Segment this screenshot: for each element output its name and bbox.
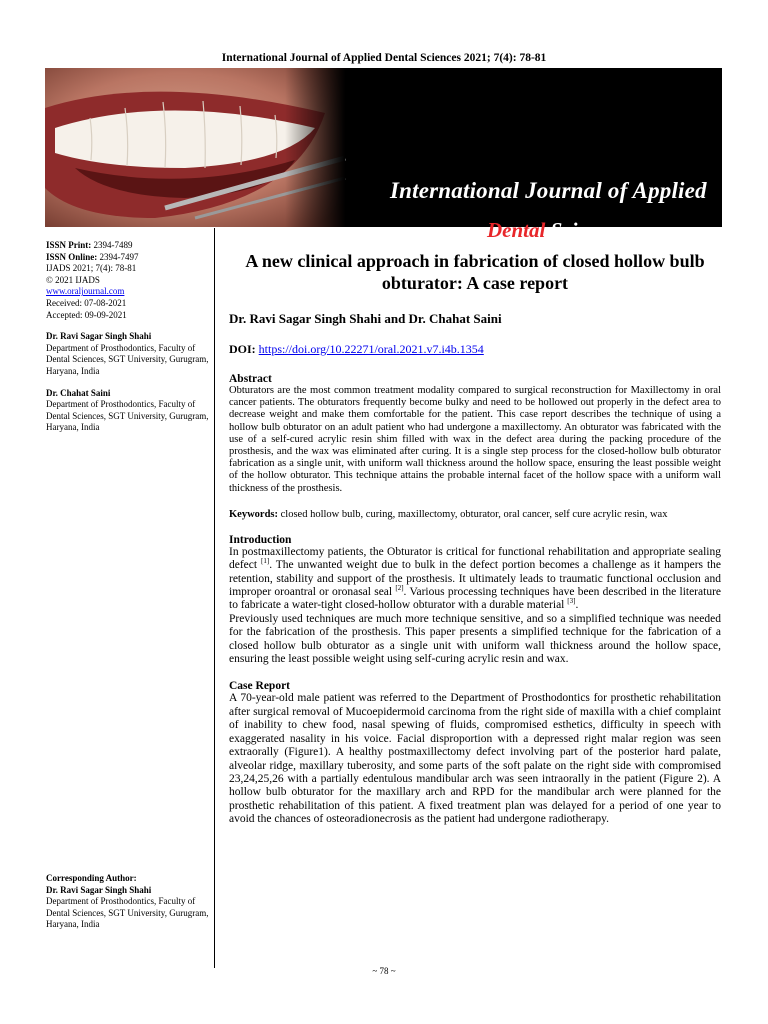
- author-affiliation: Department of Prosthodontics, Faculty of Dental Sciences, SGT University, Gurugram, Haryana, India: [46, 399, 209, 433]
- article-body: [229, 250, 721, 827]
- author-name: Dr. Ravi Sagar Singh Shahi: [46, 331, 152, 342]
- abstract-text: Obturators are the most common treatment modality compared to surgical reconstruction for Maxillectomy in oral cancer patients. The obturators frequently become bulky and need to be hollowed out properly in the defect area to decrease weight and make them comfortable for the patient. This case report describes the technique of using a hollow bulb obturator on an adult patient who had undergone a maxillectomy. An obturator was fabricated with the use of a self-cured acrylic resin shim filled with wax in the defect area during the packing procedure of the prosthesis, and the wax was eliminated after curing. It is a single step process for the closed-hollow bulb obturator fabrication as a single unit, with uniform wall thickness around the hollow space, ensuring the least possible weight of the hollow obturator. This technique attains the probable internal facet of the hollow space with a uniform wall thickness of the prosthesis.: [229, 385, 721, 494]
- corresponding-affiliation: Department of Prosthodontics, Faculty of Dental Sciences, SGT University, Gurugram, Haryana, India: [46, 896, 209, 930]
- page-number: ~ 78 ~: [372, 966, 396, 976]
- introduction-paragraph-2: Previously used techniques are much more technique sensitive, and so a simplified technique was needed for the fabrication of the prosthesis. This paper presents a simplified technique for the fabrication of a closed hollow bulb obturator as a single unit with uniform wall thickness around the hollow space, ensuring the least possible weight using self-curing acrylic resin and wax.: [229, 612, 721, 666]
- keywords: [229, 509, 721, 520]
- column-divider: [214, 228, 215, 968]
- corresponding-author: [46, 873, 211, 931]
- journal-citation: IJADS 2021; 7(4): 78-81: [46, 263, 137, 274]
- journal-title-line2: [487, 218, 625, 243]
- introduction-paragraph-1: In postmaxillectomy patients, the Obturator is critical for functional rehabilitation and appropriate sealing defect [1]. The unwanted weight due to bulk in the defect portion becomes a challenge as it hampers the retention, stability and support of the prosthesis. It ultimately leads to traumatic functional occlusion and improper oroantral or oronasal seal [2]. Various processing techniques have been described in the literature to fabricate a water-tight closed-hollow obturator with a durable material [3].: [229, 545, 721, 612]
- running-head: International Journal of Applied Dental Sciences 2021; 7(4): 78-81: [221, 52, 547, 64]
- journal-title-sciences: Sciences: [550, 218, 626, 242]
- corresponding-name: Dr. Ravi Sagar Singh Shahi: [46, 884, 152, 895]
- accepted-date: Accepted: 09-09-2021: [46, 309, 127, 320]
- corresponding-label: Corresponding Author:: [46, 873, 137, 883]
- article-metadata-sidebar: [46, 240, 211, 434]
- author-affiliation-2: [46, 388, 211, 434]
- citation-2[interactable]: [2]: [395, 584, 404, 593]
- copyright: © 2021 IJADS: [46, 274, 100, 285]
- introduction-heading: Introduction: [229, 533, 292, 546]
- doi-line: [229, 342, 721, 357]
- issn-online: ISSN Online: 2394-7497: [46, 251, 139, 262]
- journal-title-line1: International Journal of Applied: [390, 178, 707, 203]
- journal-title-dental: Dental: [487, 218, 546, 242]
- article-authors: Dr. Ravi Sagar Singh Shahi and Dr. Chahat Saini: [229, 311, 502, 326]
- author-name: Dr. Chahat Saini: [46, 387, 111, 398]
- keywords-label: Keywords:: [229, 508, 278, 520]
- issn-print: ISSN Print: 2394-7489: [46, 240, 133, 250]
- smile-teeth-image: [45, 68, 345, 227]
- keywords-text: closed hollow bulb, curing, maxillectomy, obturator, oral cancer, self cure acrylic resin, wax: [280, 508, 668, 520]
- doi-label: DOI:: [229, 342, 256, 356]
- received-date: Received: 07-08-2021: [46, 297, 127, 308]
- doi-link[interactable]: https://doi.org/10.22271/oral.2021.v7.i4b.1354: [258, 342, 484, 356]
- journal-banner: [45, 68, 722, 242]
- case-report-paragraph: A 70-year-old male patient was referred to the Department of Prosthodontics for prosthetic rehabilitation after surgical removal of Mucoepidermoid carcinoma from the right side of maxilla with a chief complaint of inability to chew food, nasal spewing of fluids, compromised esthetics, difficulty in speech with exaggerated nasality in his voice. Facial disproportion with a depressed right malar region was seen extraorally (Figure1). A healthy postmaxillectomy defect involving part of the posterior hard palate, alveolar ridge, maxillary tuberosity, and some parts of the soft palate on the right side with compromised 23,24,25,26 with a partially edentulous mandibular arch was seen intraorally in the patient (Figure 2). A hollow bulb obturator for the maxillary arch and RPD for the mandibular arch were planned for the prosthetic rehabilitation of this patient. A fixed treatment plan was delayed for a period of one year to avoid the chances of osteoradionecrosis as the patient had undergone radiotherapy.: [229, 692, 721, 826]
- journal-website-link[interactable]: www.oraljournal.com: [46, 286, 125, 297]
- abstract-heading: Abstract: [229, 373, 272, 385]
- citation-3[interactable]: [3]: [567, 597, 576, 606]
- author-affiliation: Department of Prosthodontics, Faculty of Dental Sciences, SGT University, Gurugram, Haryana, India: [46, 342, 209, 376]
- article-title: A new clinical approach in fabrication of closed hollow bulb obturator: A case report: [245, 251, 705, 293]
- case-report-heading: Case Report: [229, 680, 290, 693]
- citation-1[interactable]: [1]: [261, 557, 270, 566]
- author-affiliation-1: [46, 331, 211, 377]
